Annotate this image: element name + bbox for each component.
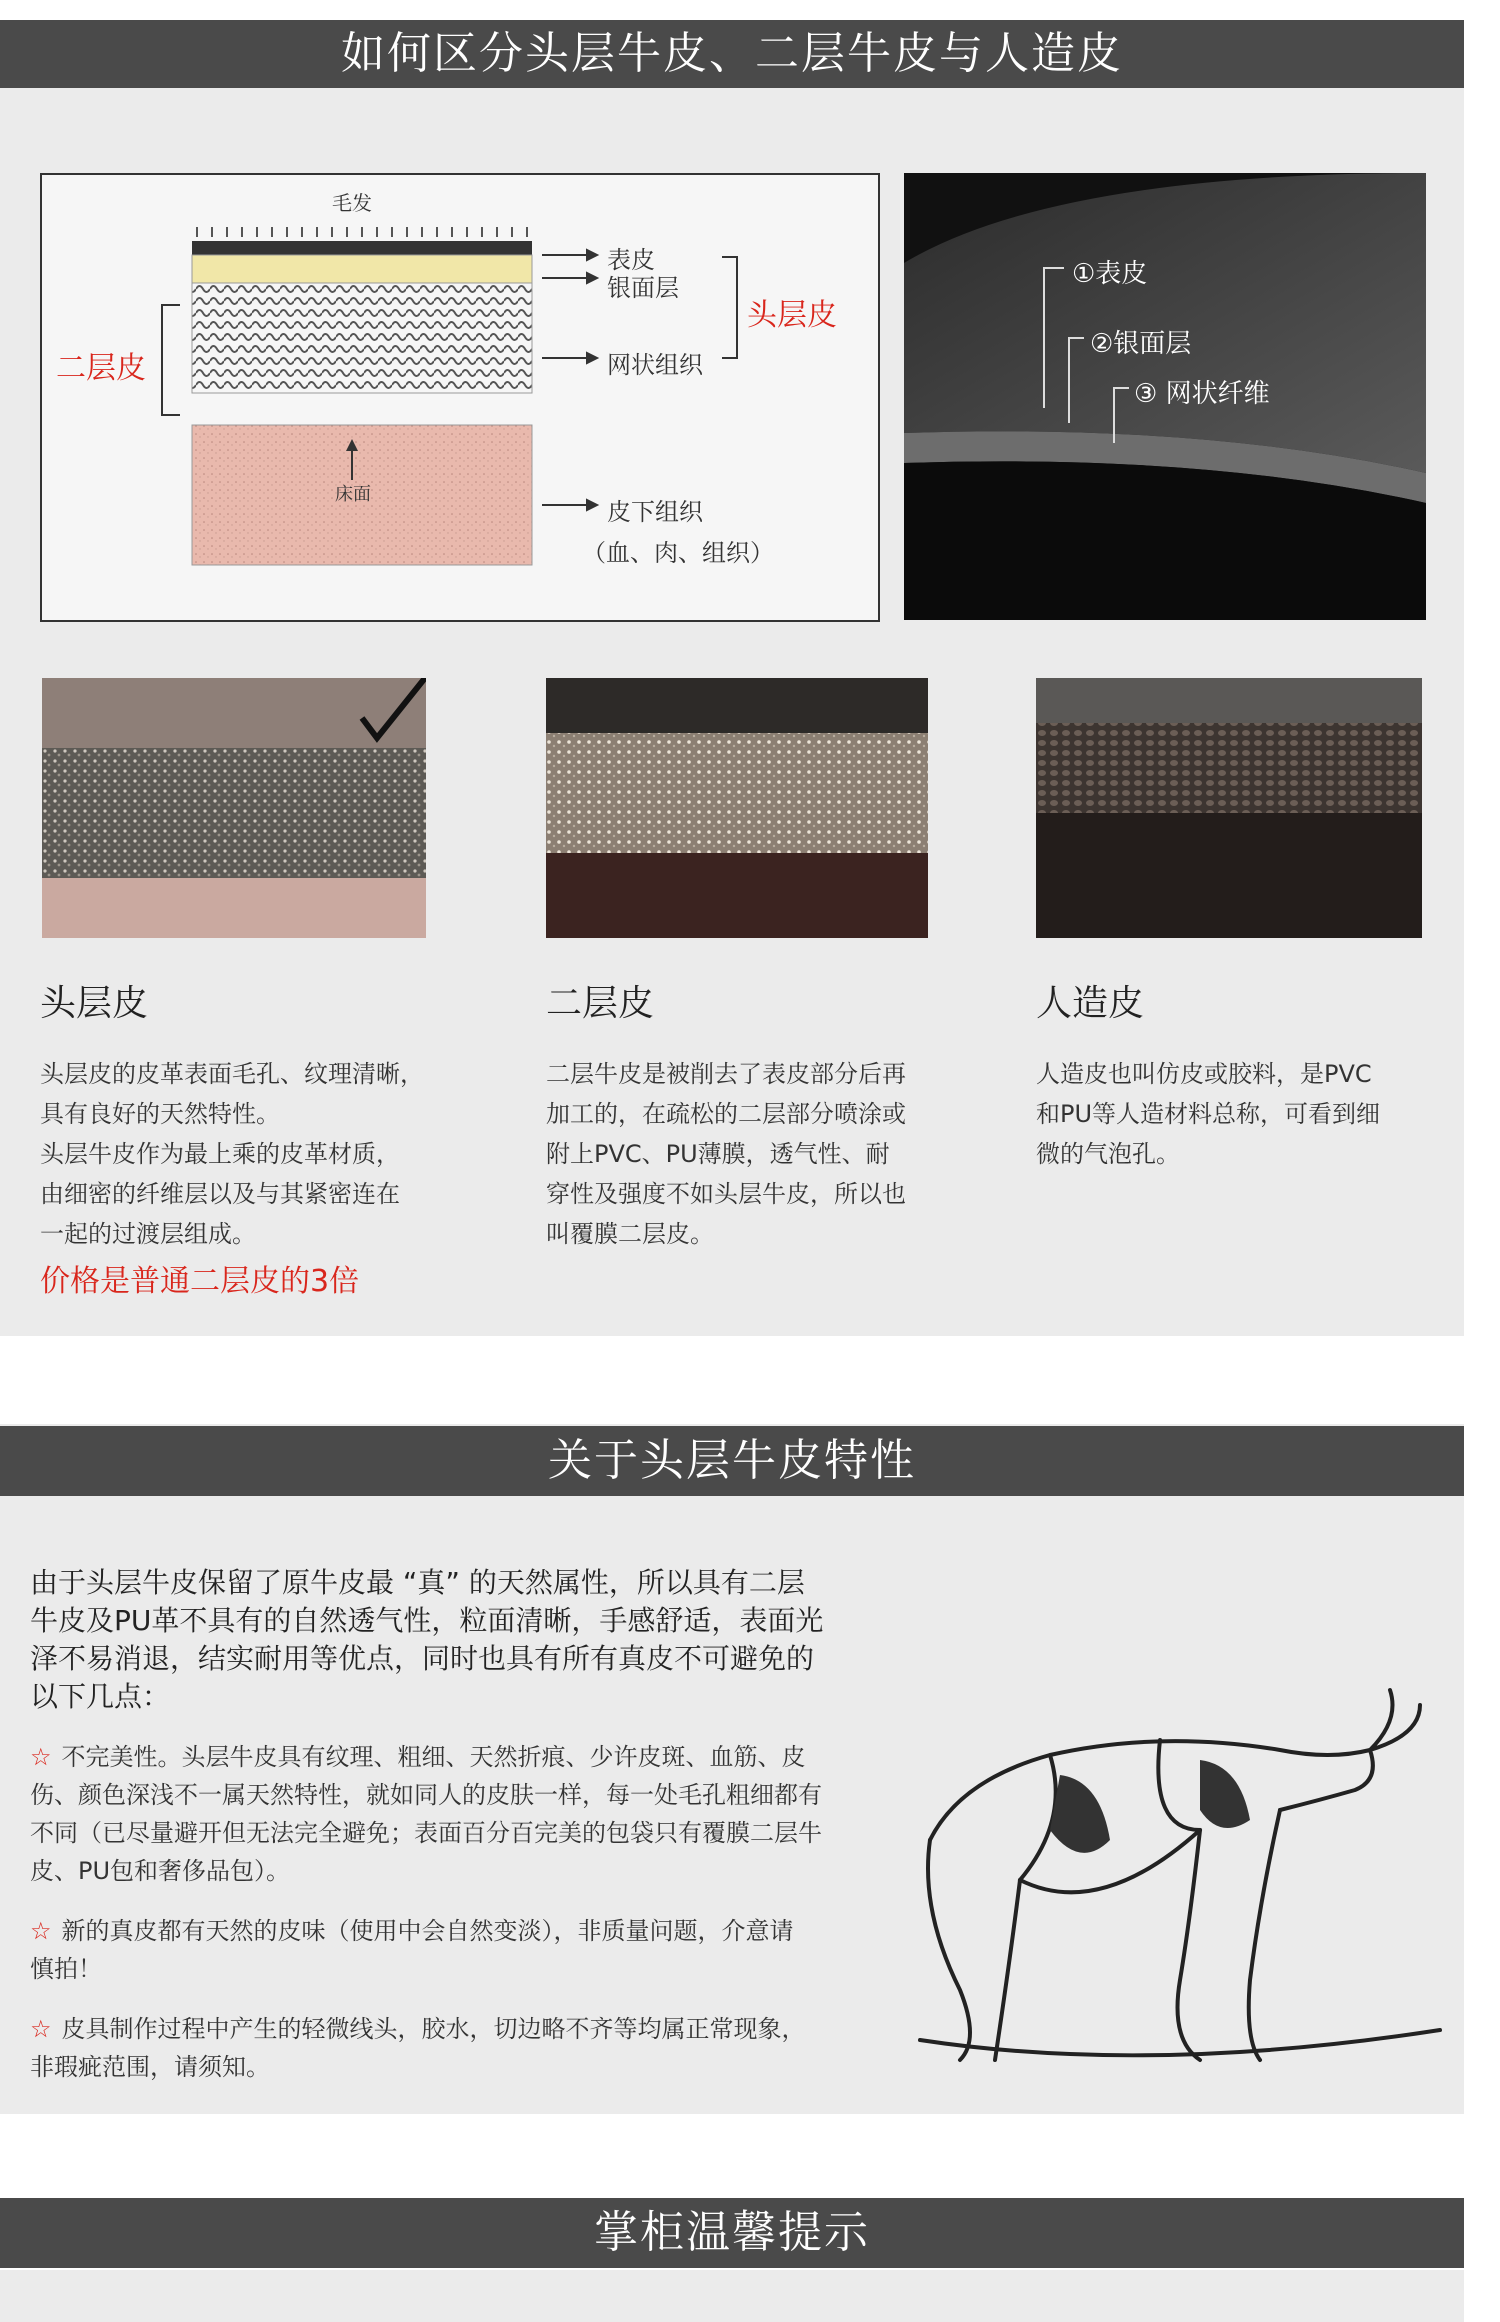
- star-icon: ☆: [30, 1917, 52, 1945]
- property-item: [30, 1912, 890, 1988]
- synthetic-leather-description: [1036, 1054, 1456, 1174]
- reticular-label: 网状组织: [607, 351, 703, 379]
- desc-line: 头层皮的皮革表面毛孔、纹理清晰，: [40, 1060, 424, 1088]
- properties-text: [30, 1564, 890, 2086]
- section-title: 关于头层牛皮特性: [548, 1435, 916, 1486]
- synthetic-leather-title: 人造皮: [1036, 983, 1145, 1024]
- leather-cross-section-photo: [904, 173, 1426, 620]
- epidermis-label: 表皮: [607, 246, 655, 274]
- split-leather-svg: [546, 678, 928, 938]
- split-leather-description: [546, 1054, 966, 1254]
- desc-line: 一起的过渡层组成。: [40, 1220, 256, 1248]
- grain-layer-label: 银面层: [607, 274, 679, 302]
- section-title: 如何区分头层牛皮、二层牛皮与人造皮: [341, 28, 1123, 79]
- item-line: 不完美性。头层牛皮具有纹理、粗细、天然折痕、少许皮斑、血筋、皮: [61, 1743, 806, 1771]
- desc-line: 头层牛皮作为最上乘的皮革材质，: [40, 1140, 400, 1168]
- hair-label: 毛发: [332, 191, 372, 215]
- property-item: [30, 1738, 890, 1890]
- bull-sketch-svg: [900, 1680, 1450, 2070]
- subcutaneous-note: （血、肉、组织）: [582, 539, 774, 567]
- desc-line: 由细密的纤维层以及与其紧密连在: [40, 1180, 400, 1208]
- item-line: 伤、颜色深浅不一属天然特性，就如同人的皮肤一样，每一处毛孔粗细都有: [30, 1781, 822, 1809]
- price-highlight: 价格是普通二层皮的3倍: [40, 1264, 360, 1299]
- top-grain-sample-photo: [42, 678, 426, 938]
- top-grain-svg: [42, 678, 426, 938]
- item-line: 非瑕疵范围，请须知。: [30, 2053, 270, 2081]
- intro-line: 泽不易消退，结实耐用等优点，同时也具有所有真皮不可避免的: [30, 1642, 815, 1675]
- flesh-side-label: 床面: [335, 484, 371, 505]
- desc-line: 二层牛皮是被削去了表皮部分后再: [546, 1060, 906, 1088]
- desc-line: 穿性及强度不如头层牛皮，所以也: [546, 1180, 906, 1208]
- tips-section: [0, 2270, 1464, 2322]
- intro-line: 牛皮及PU革不具有的自然透气性，粒面清晰，手感舒适，表面光: [30, 1604, 824, 1637]
- item-line: 不同（已尽量避开但无法完全避免；表面百分百完美的包袋只有覆膜二层牛: [30, 1819, 822, 1847]
- section-title-bar: [0, 20, 1464, 88]
- section-title: 掌柜温馨提示: [594, 2207, 870, 2258]
- intro-line: 以下几点：: [30, 1680, 171, 1713]
- subcutaneous-label: 皮下组织: [607, 498, 703, 526]
- desc-line: 人造皮也叫仿皮或胶料，是PVC: [1036, 1060, 1372, 1088]
- desc-line: 加工的，在疏松的二层部分喷涂或: [546, 1100, 906, 1128]
- split-bracket-label: 二层皮: [56, 351, 146, 386]
- item-line: 新的真皮都有天然的皮味（使用中会自然变淡），非质量问题，介意请: [61, 1917, 794, 1945]
- leather-layer-diagram: [40, 173, 880, 622]
- split-leather-title: 二层皮: [546, 983, 655, 1024]
- callout-reticular: ③ 网状纤维: [1134, 379, 1270, 409]
- bull-illustration: [900, 1680, 1450, 2070]
- top-grain-bracket-label: 头层皮: [747, 298, 837, 333]
- star-icon: ☆: [30, 1743, 52, 1771]
- section-title-bar: [0, 2198, 1464, 2268]
- desc-line: 微的气泡孔。: [1036, 1140, 1180, 1168]
- desc-line: 附上PVC、PU薄膜，透气性、耐: [546, 1140, 890, 1168]
- top-grain-title: 头层皮: [40, 983, 149, 1024]
- callout-grain: ②银面层: [1090, 329, 1192, 359]
- item-line: 皮、PU包和奢侈品包）。: [30, 1857, 291, 1885]
- intro-paragraph: [30, 1564, 890, 1716]
- synthetic-leather-sample-photo: [1036, 678, 1422, 938]
- property-item: [30, 2010, 890, 2086]
- intro-line: 由于头层牛皮保留了原牛皮最 “真” 的天然属性，所以具有二层: [30, 1566, 805, 1599]
- star-icon: ☆: [30, 2015, 52, 2043]
- section-title-bar: [0, 1426, 1464, 1496]
- synthetic-leather-svg: [1036, 678, 1422, 938]
- split-leather-sample-photo: [546, 678, 928, 938]
- desc-line: 和PU等人造材料总称，可看到细: [1036, 1100, 1381, 1128]
- desc-line: 具有良好的天然特性。: [40, 1100, 280, 1128]
- top-grain-description: [40, 1054, 460, 1302]
- item-line: 皮具制作过程中产生的轻微线头，胶水，切边略不齐等均属正常现象，: [61, 2015, 806, 2043]
- desc-line: 叫覆膜二层皮。: [546, 1220, 714, 1248]
- callout-epidermis: ①表皮: [1072, 259, 1148, 289]
- item-line: 慎拍！: [30, 1955, 102, 1983]
